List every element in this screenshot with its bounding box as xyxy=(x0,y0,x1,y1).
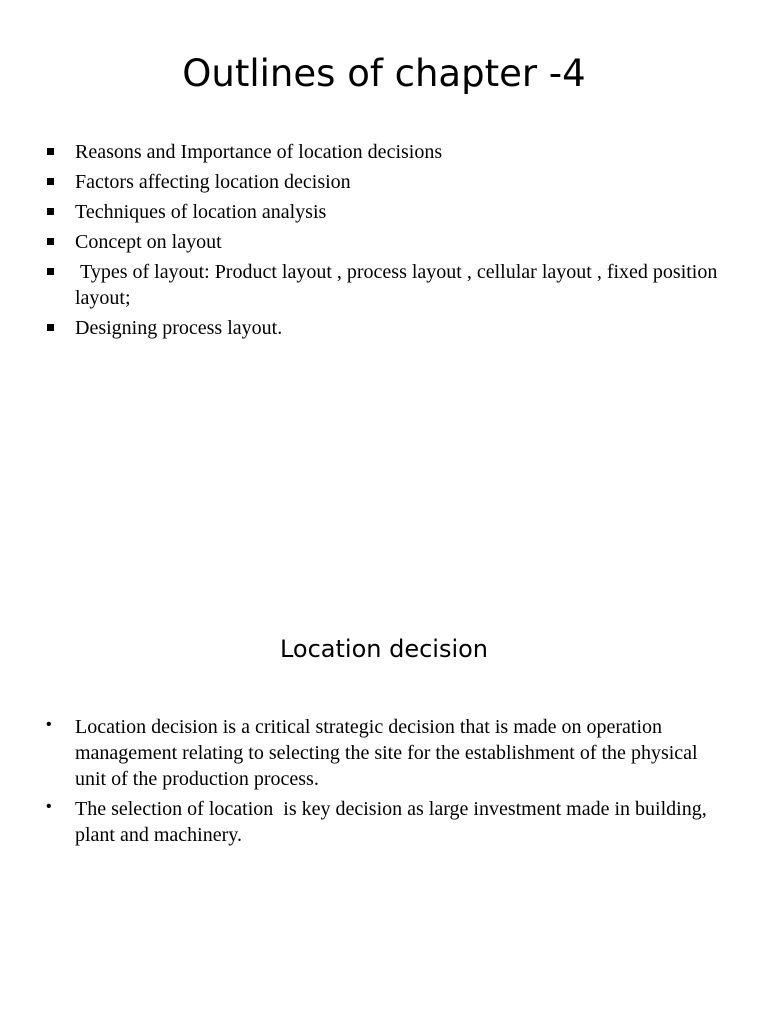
list-item-text: Techniques of location analysis xyxy=(75,201,327,223)
list-item-text: The selection of location is key decision as large investment made in building, plant and machinery. xyxy=(75,798,712,846)
slide-title: Location decision xyxy=(279,635,489,663)
list-item-text: Types of layout: Product layout , process layout , cellular layout , fixed position layout; xyxy=(75,261,723,309)
list-item-text: Location decision is a critical strategic decision that is made on operation management relating to selecting the site for the establishment of the physical unit of the production process. xyxy=(75,716,698,790)
list-item-text: Reasons and Importance of location decisions xyxy=(75,141,443,163)
list-item xyxy=(46,169,718,195)
bullet-list xyxy=(46,139,723,345)
list-item: • Location decision is a critical strategic decision that is made on operation management relating to selecting the site for the establishment of the physical unit of the production process. xyxy=(46,716,698,790)
list-item-text: Concept on layout xyxy=(75,231,222,253)
list-item: • The selection of location is key decision as large investment made in building, plant and machinery. xyxy=(46,798,712,846)
list-item xyxy=(46,229,718,255)
list-item-text: Designing process layout. xyxy=(75,317,283,339)
bullet-list xyxy=(46,714,718,852)
list-item xyxy=(46,315,718,341)
slide-title: Outlines of chapter -4 xyxy=(182,52,586,95)
list-item-text: Factors affecting location decision xyxy=(75,171,351,193)
list-item xyxy=(46,259,723,311)
list-item xyxy=(46,139,718,165)
slide-location-decision xyxy=(0,512,768,1024)
list-item xyxy=(46,199,718,225)
